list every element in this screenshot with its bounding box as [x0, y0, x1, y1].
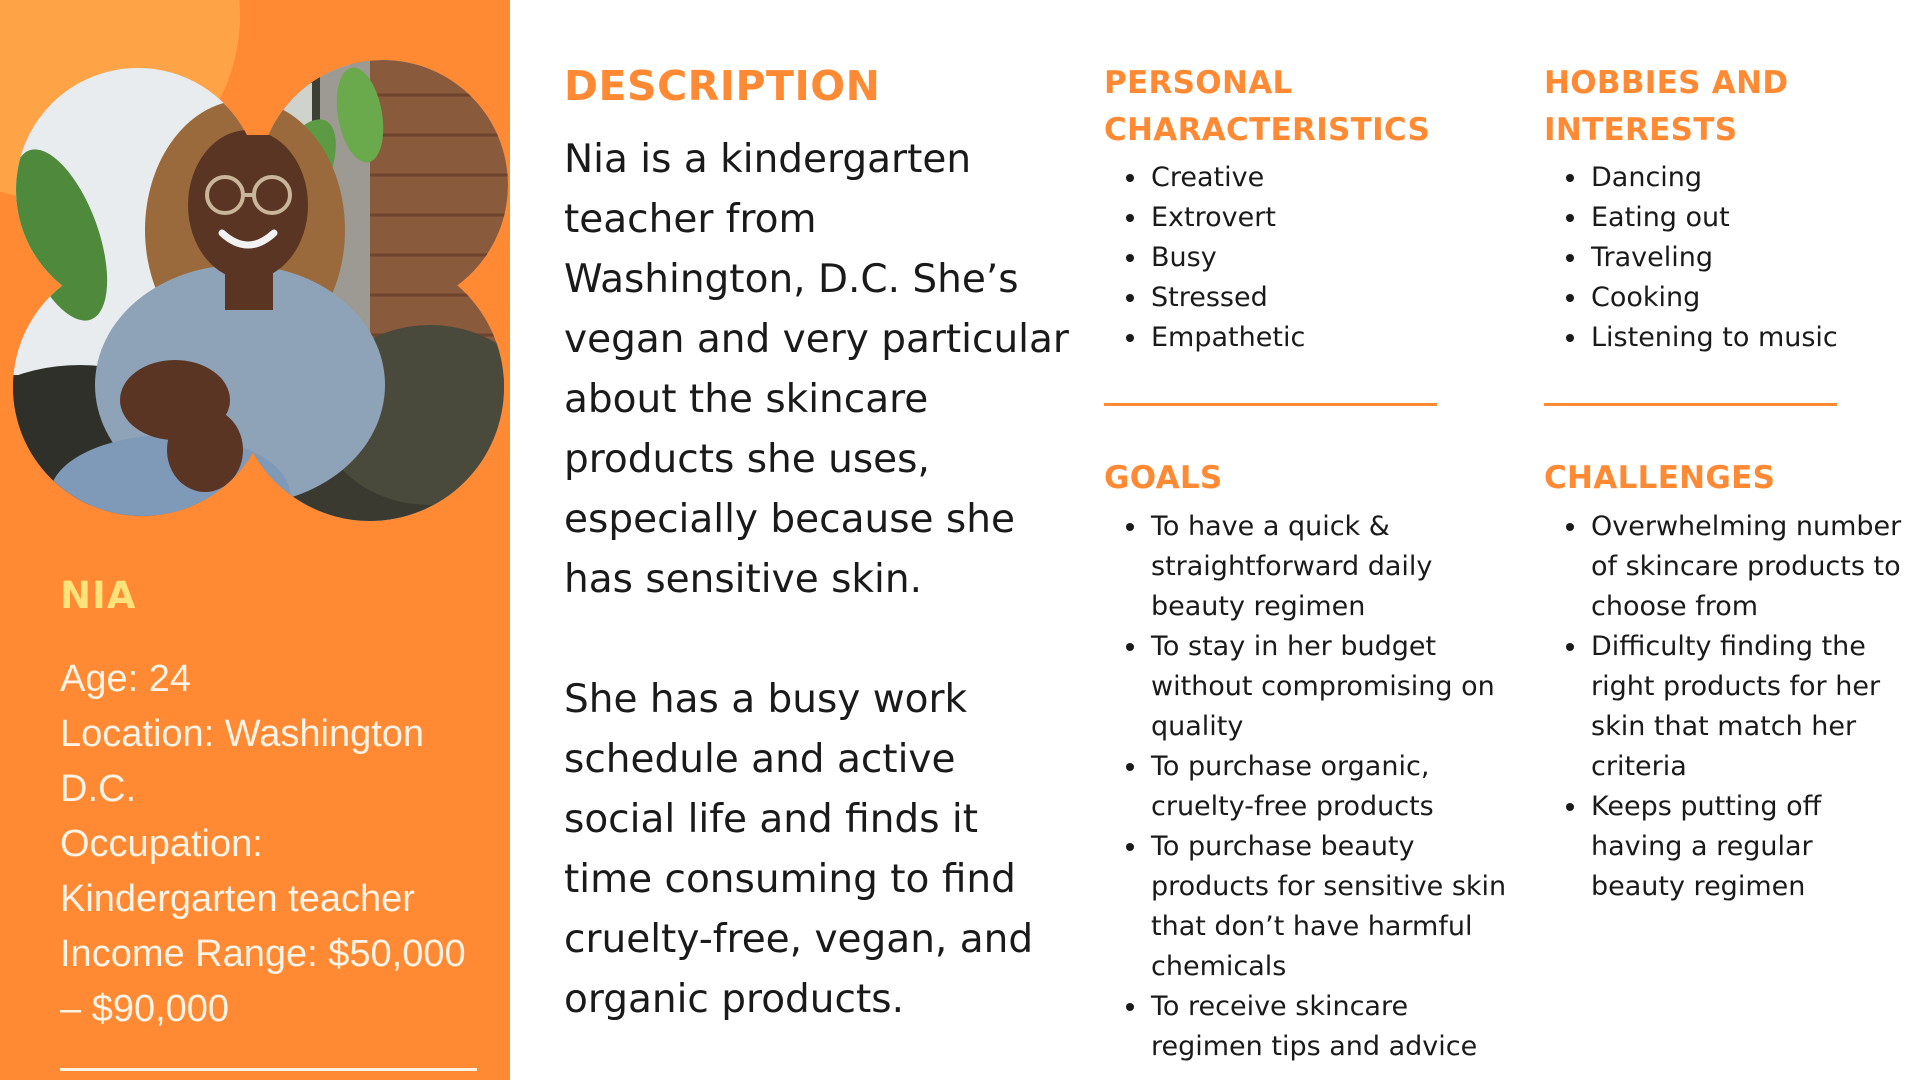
- list-item: • Cooking: [1589, 278, 1920, 318]
- goals-heading: GOALS: [1104, 460, 1223, 496]
- list-item: • Overwhelming number of skincare products to choose from: [1589, 507, 1909, 627]
- personal-characteristics-list: [1104, 158, 1529, 358]
- list-item: • Traveling: [1589, 238, 1920, 278]
- challenges-list: [1544, 507, 1909, 907]
- list-item: • Extrovert: [1149, 198, 1529, 238]
- hobbies-list: [1544, 158, 1920, 358]
- challenges-heading: CHALLENGES: [1544, 460, 1776, 496]
- description-paragraph: Nia is a kindergarten teacher from Washington, D.C. She’s vegan and very particular about the skincare products she uses, especially because she has sensitive skin.: [564, 137, 1069, 602]
- description-paragraph: She has a busy work schedule and active social life and finds it time consuming to find cruelty-free, vegan, and organic products.: [564, 677, 1034, 1022]
- list-item: • To purchase beauty products for sensitive skin that don’t have harmful chemicals: [1149, 827, 1524, 987]
- section-divider: [1104, 403, 1437, 406]
- description-body: [564, 130, 1069, 1030]
- list-item: • To stay in her budget without compromising on quality: [1149, 627, 1524, 747]
- persona-details: [60, 652, 490, 1037]
- persona-location: Location: Washington D.C.: [60, 713, 425, 810]
- list-item: • To receive skincare regimen tips and advice: [1149, 987, 1524, 1067]
- list-item: • Dancing: [1589, 158, 1920, 198]
- panel-divider: [60, 1068, 477, 1071]
- list-item: • Keeps putting off having a regular beauty regimen: [1589, 787, 1909, 907]
- list-item: • Creative: [1149, 158, 1529, 198]
- persona-income: Income Range: $50,000 – $90,000: [60, 933, 466, 1030]
- goals-list: [1104, 507, 1524, 1067]
- persona-age: Age: 24: [60, 658, 191, 700]
- heading-line: PERSONAL: [1104, 65, 1293, 101]
- list-item: • Empathetic: [1149, 318, 1529, 358]
- persona-name: NIA: [60, 574, 137, 617]
- list-item: • Listening to music: [1589, 318, 1920, 358]
- list-item: • To purchase organic, cruelty-free products: [1149, 747, 1524, 827]
- persona-panel: [0, 0, 510, 1080]
- heading-line: HOBBIES AND: [1544, 65, 1789, 101]
- list-item: • Stressed: [1149, 278, 1529, 318]
- list-item: • Busy: [1149, 238, 1529, 278]
- persona-occupation: Occupation: Kindergarten teacher: [60, 823, 415, 920]
- heading-line: INTERESTS: [1544, 112, 1738, 148]
- list-item: • Difficulty finding the right products for her skin that match her criteria: [1589, 627, 1909, 787]
- description-heading: DESCRIPTION: [564, 62, 881, 110]
- list-item: • Eating out: [1589, 198, 1920, 238]
- personal-characteristics-heading: [1104, 60, 1430, 154]
- heading-line: CHARACTERISTICS: [1104, 112, 1431, 148]
- list-item: • To have a quick & straightforward daily beauty regimen: [1149, 507, 1524, 627]
- persona-photo: [0, 55, 510, 545]
- section-divider: [1544, 403, 1837, 406]
- hobbies-heading: [1544, 60, 1788, 154]
